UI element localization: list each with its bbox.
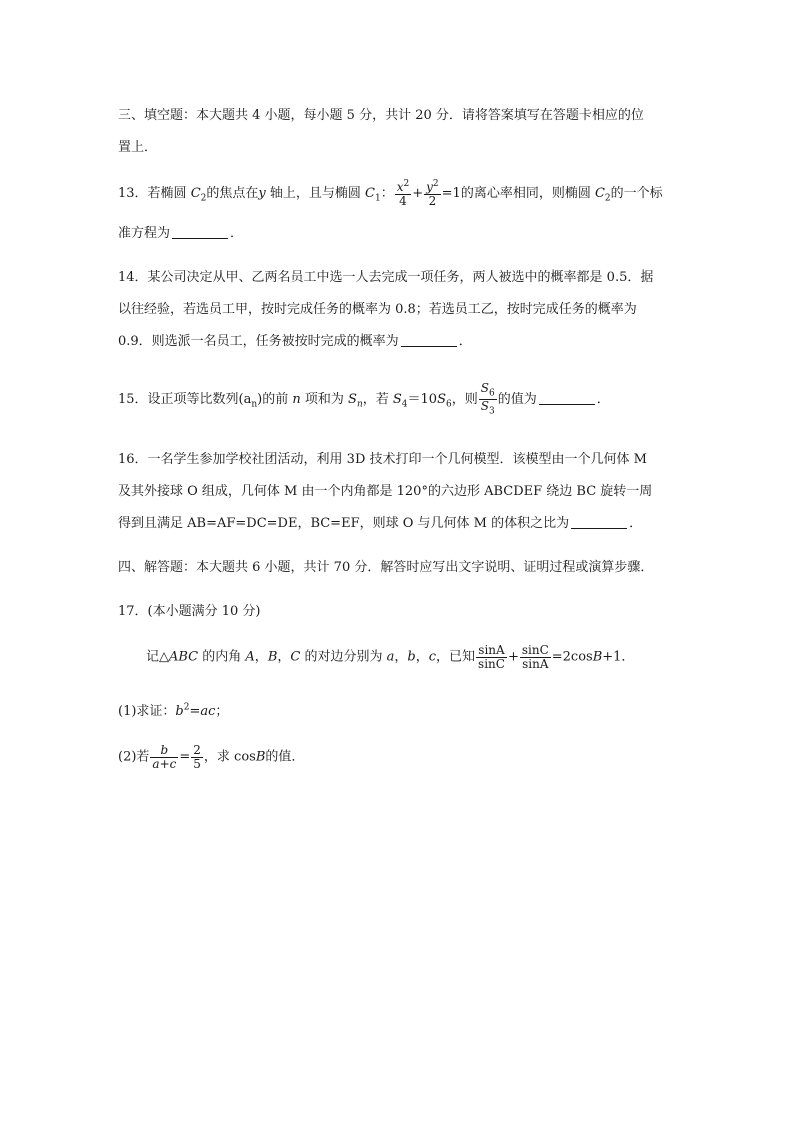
section-4-heading: 四、解答题：本大题共 6 小题，共计 70 分．解答时应写出文字说明、证明过程或演算步骤．	[118, 560, 654, 575]
question-14-line-2: 以往经验，若选员工甲，按时完成任务的概率为 0.8；若选员工乙，按时完成任务的概率为	[118, 302, 637, 317]
fraction-2-over-5: $\frac{2}{5}$	[193, 743, 201, 771]
question-14-line-3: 0.9．则选派一名员工，任务被按时完成的概率为 ．	[118, 334, 472, 349]
question-17-header: 17．(本小题满分 10 分)	[118, 604, 261, 619]
fraction-sinA-over-sinC: $\frac{\sin A}{\sin C}$	[478, 643, 505, 671]
question-13-line-1: 13．若椭圆 $C_2$的焦点在y 轴上，且与椭圆 $C_1$： $\frac{x^2}{4}$ + $\frac{y^2}{2}$ =1的离心率相同，则椭圆 $C_2$的一个标	[118, 179, 663, 208]
fraction-s6-over-s3: $\frac{S_6}{S_3}$	[480, 381, 495, 417]
question-16-line-2: 及其外接球 O 组成，几何体 M 由一个内角都是 120°的六边形 ABCDEF 绕边 BC 旋转一周	[118, 484, 653, 499]
section-3-heading-cont: 置上．	[118, 140, 158, 155]
fraction-x2-over-4: $\frac{x^2}{4}$	[396, 179, 410, 208]
question-14-line-1: 14．某公司决定从甲、乙两名员工中选一人去完成一项任务，两人被选中的概率都是 0.5．据	[118, 270, 654, 285]
answer-blank-14[interactable]	[401, 334, 457, 347]
answer-blank-13[interactable]	[172, 226, 228, 239]
answer-blank-15[interactable]	[539, 392, 595, 405]
question-17-part-2: (2)若 $\frac{b}{a+c}$ = $\frac{2}{5}$ ，求 cosB的值．	[118, 743, 305, 771]
fraction-y2-over-2: $\frac{y^2}{2}$	[426, 179, 439, 208]
question-15: 15．设正项等比数列$(a_n)$的前 n 项和为 $S_n$，若 $S_4=10S_6$，则 $\frac{S_6}{S_3}$ 的值为 ．	[118, 381, 610, 417]
fraction-b-over-a-plus-c: $\frac{b}{a+c}$	[152, 743, 177, 771]
question-16-line-3: 得到且满足 AB=AF=DC=DE，BC=EF，则球 O 与几何体 M 的体积之比为 ．	[118, 516, 643, 531]
section-3-heading: 三、填空题：本大题共 4 小题，每小题 5 分，共计 20 分．请将答案填写在答题卡相应的位	[118, 108, 644, 123]
question-16-line-1: 16．一名学生参加学校社团活动，利用 3D 技术打印一个几何模型．该模型由一个几何体 M	[118, 452, 647, 467]
answer-blank-16[interactable]	[571, 516, 627, 529]
question-13-line-2: 准方程为 ．	[118, 226, 244, 241]
fraction-sinC-over-sinA: $\frac{\sin C}{\sin A}$	[521, 643, 549, 671]
question-17-statement: 记△ABC 的内角 A，B，C 的对边分别为 a，b，c，已知 $\frac{\sin A}{\sin C}$ + $\frac{\sin C}{\sin A}$ =2cosB+1．	[146, 643, 635, 671]
question-17-part-1: (1)求证：$b^2=ac$；	[118, 702, 229, 719]
